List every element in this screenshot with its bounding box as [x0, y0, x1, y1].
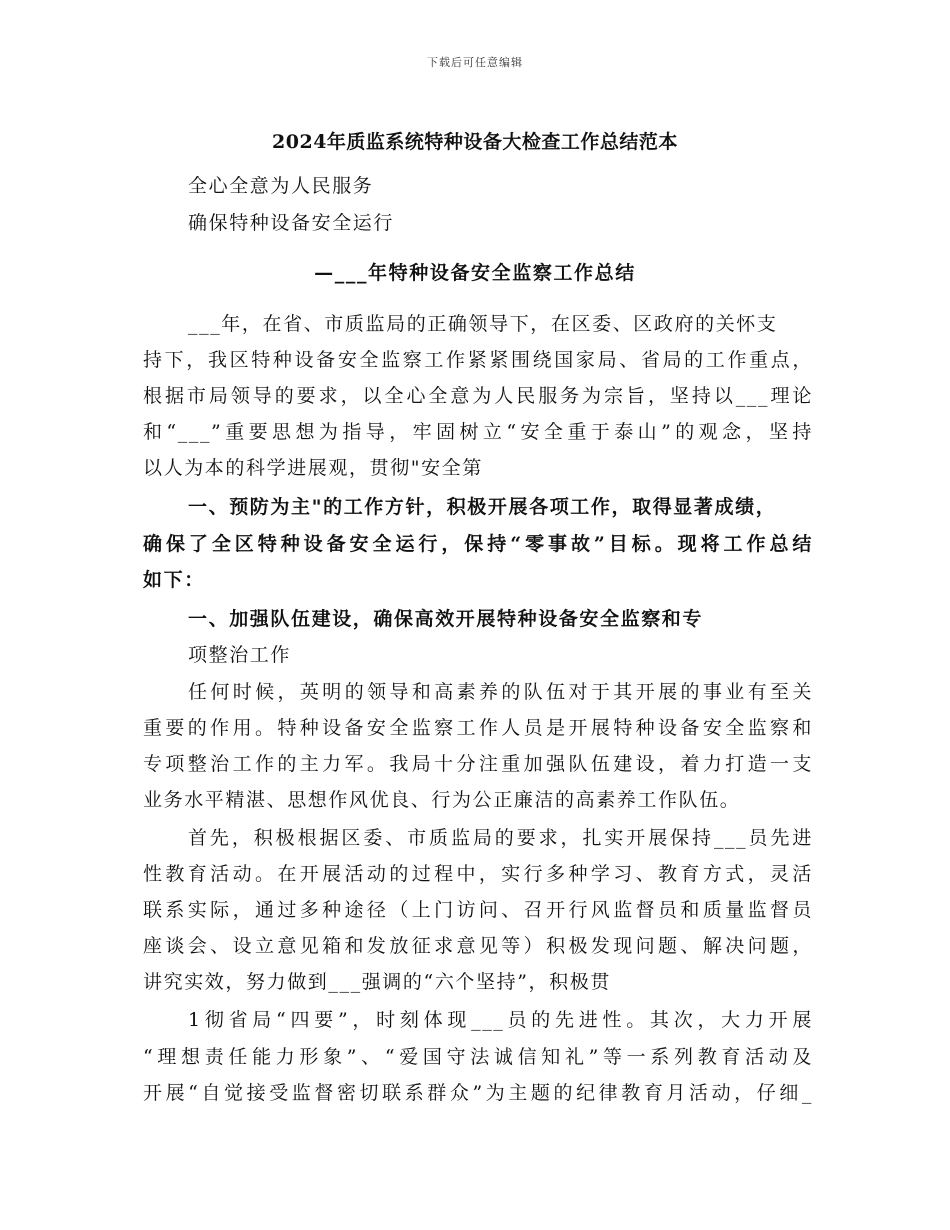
body-line: “理想责任能力形象”、“爱国守法诚信知礼”等一系列教育活动及 — [143, 1046, 813, 1068]
body-line: 重要的作用。特种设备安全监察工作人员是开展特种设备安全监察和 — [143, 717, 813, 739]
body-line: 业务水平精湛、思想作风优良、行为公正廉洁的高素养工作队伍。 — [143, 789, 741, 811]
body-line: 1彻省局“四要”，时刻体现___员的先进性。其次，大力开展 — [188, 1009, 813, 1031]
body-line-bold: 一、预防为主"的工作方针，积极开展各项工作，取得显著成绩， — [188, 496, 777, 518]
body-line: 讲究实效，努力做到___强调的“六个坚持”，积极贯 — [143, 971, 611, 993]
body-line: 根据市局领导的要求，以全心全意为人民服务为宗旨，坚持以___理论 — [143, 385, 813, 407]
slogan-line: 全心全意为人民服务 — [188, 175, 374, 197]
body-line: 座谈会、设立意见箱和发放征求意见等）积极发现问题、解决问题， — [143, 935, 813, 957]
section-heading-continued: 项整治工作 — [188, 644, 292, 666]
subtitle: —___年特种设备安全监察工作总结 — [314, 262, 636, 284]
body-line: 开展“自觉接受监督密切联系群众”为主题的纪律教育月活动，仔细_ — [143, 1082, 813, 1104]
body-line: 性教育活动。在开展活动的过程中，实行多种学习、教育方式，灵活 — [143, 863, 813, 885]
body-line-bold: 如下： — [143, 569, 205, 591]
body-line-bold: 确保了全区特种设备安全运行，保持“零事故”目标。现将工作总结 — [143, 533, 813, 555]
body-line: 持下，我区特种设备安全监察工作紧紧围绕国家局、省局的工作重点， — [143, 349, 813, 371]
header-note: 下载后可任意编辑 — [427, 56, 523, 69]
body-line: 和“___”重要思想为指导，牢固树立“安全重于泰山”的观念，坚持 — [143, 421, 813, 443]
body-line: 任何时候，英明的领导和高素养的队伍对于其开展的事业有至关 — [188, 681, 813, 703]
body-line: 以人为本的科学进展观，贯彻"安全第 — [143, 457, 483, 479]
page-title: 2024年质监系统特种设备大检查工作总结范本 — [272, 131, 678, 153]
body-line: 联系实际，通过多种途径（上门访问、召开行风监督员和质量监督员 — [143, 899, 813, 921]
body-line: ___年，在省、市质监局的正确领导下，在区委、区政府的关怀支 — [188, 313, 778, 335]
section-heading: 一、加强队伍建设，确保高效开展特种设备安全监察和专 — [188, 608, 704, 630]
slogan-line: 确保特种设备安全运行 — [188, 212, 395, 234]
body-line: 专项整治工作的主力军。我局十分注重加强队伍建设，着力打造一支 — [143, 753, 813, 775]
body-line: 首先，积极根据区委、市质监局的要求，扎实开展保持___员先进 — [188, 827, 813, 849]
